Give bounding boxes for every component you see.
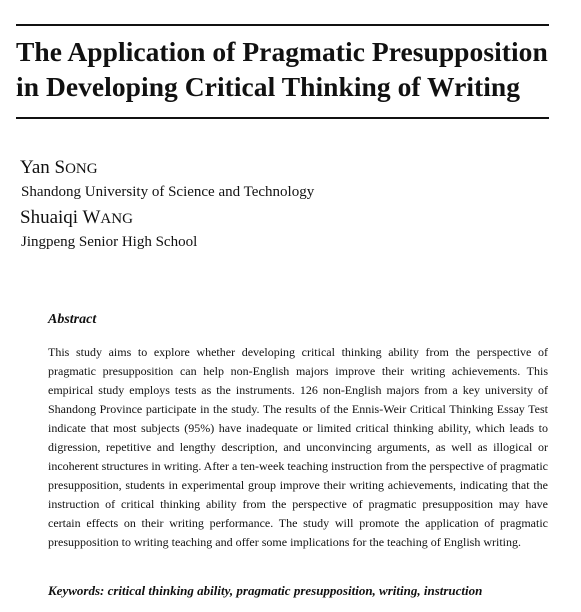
title-line-2: in Developing Critical Thinking of Writing (16, 71, 521, 102)
title-line-1: The Application of Pragmatic Presupposition (16, 36, 548, 67)
title-top-rule (16, 24, 549, 26)
title-bottom-rule (16, 117, 549, 119)
keywords-label: Keywords: (48, 583, 105, 598)
author-name-2: Shuaiqi WANG (20, 207, 133, 228)
author-block (20, 156, 560, 256)
keywords-line (48, 582, 548, 600)
abstract-section (48, 311, 548, 551)
abstract-heading: Abstract (48, 312, 97, 327)
paper-title (16, 34, 556, 104)
keywords-list: critical thinking ability, pragmatic presupposition, writing, instruction (107, 583, 483, 598)
abstract-body: This study aims to explore whether developing critical thinking ability from the perspective of pragmatic presupposition can help non-English majors improve their writing achievements. This empirical study employs tests as the instruments. 126 non-English majors from a key university of Shandong Province participate in the study. The results of the Ennis-Weir Critical Thinking Essay Test indicate that most subjects (95%) have inadequate or limited critical thinking ability, which leads to digression, repetitive and lengthy description, and unconvincing arguments, as well as illogical or incoherent structures in writing. After a ten-week teaching instruction from the perspective of pragmatic presupposition, students in experimental group improve their writing achievements, indicating that the instruction of critical thinking ability from the perspective of pragmatic presupposition may have certain effects on their writing performance. The study will promote the application of pragmatic presupposition to writing teaching and offer some implications for the teaching of English writing. (48, 345, 548, 549)
author-affiliation-2: Jingpeng Senior High School (21, 234, 198, 250)
author-1-family-name: SONG (54, 157, 98, 178)
author-2-family-name: WANG (82, 207, 133, 228)
author-affiliation-1: Shandong University of Science and Technology (21, 184, 315, 200)
author-name-1: Yan SONG (20, 157, 98, 178)
